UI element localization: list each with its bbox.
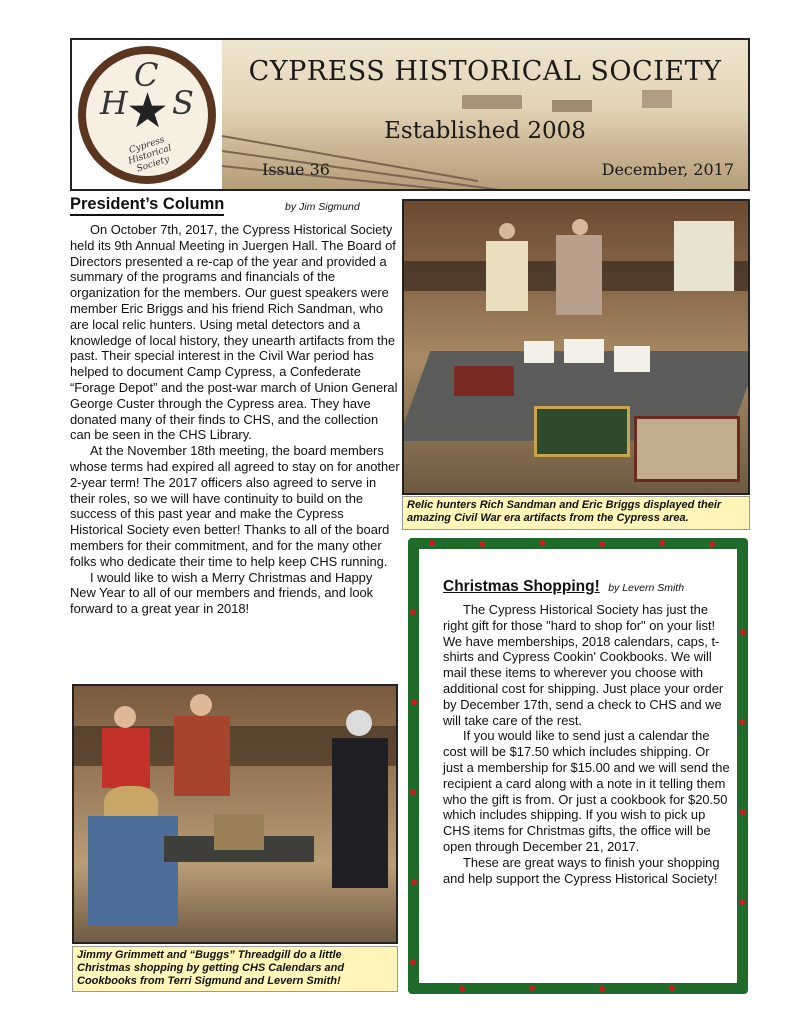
christmas-shopping-photo [72,684,398,944]
established-text: Established 2008 [384,118,586,144]
masthead [70,38,750,191]
star-icon: ★ [126,85,170,138]
society-logo [78,46,216,184]
paragraph: The Cypress Historical Society has just the right gift for those "hard to shop for" on your list! We have memberships, 2018 calendars, caps, t-shirts and Cypress Cookin' Cookbooks. We will mail these items to wherever you choose with additional cost for shipping. Just place your order by December 17th, send a check to CHS and we will take care of the rest. [443,602,724,728]
paragraph: At the November 18th meeting, the board members whose terms had expired all agreed to stay on for another 2-year term! The 2017 officers also agreed to serve in their roles, so we will have continuity to build on the success of this past year and make the Cypress Historical Society even better! Thanks to all of the board members for their commitment, and for the many other folks who dedicate their time to help keep CHS running. [70,443,400,569]
paragraph: If you would like to send just a calendar the cost will be $17.50 which includes shipping. Or just a membership for $15.00 and we will send the recipient a card along with a note in it telling them who the gift is from. Or just a cookbook for $20.50 which includes shipping. If you wish to pick up CHS items for Christmas gifts, the office will be open through December 21, 2017. [443,728,730,854]
christmas-shopping-title: Christmas Shopping! [443,578,600,595]
logo-letter-s: S [172,84,194,122]
paragraph: I would like to wish a Merry Christmas and Happy New Year to all of our members and friends, and look forward to a great year in 2018! [70,569,374,617]
issue-number: Issue 36 [262,160,330,179]
president-column-title: President’s Column [70,195,224,216]
relic-hunters-photo [402,199,750,495]
issue-date: December, 2017 [601,160,734,179]
christmas-shopping-byline: by Levern Smith [608,582,685,594]
relic-photo-caption: Relic hunters Rich Sandman and Eric Briggs displayed their amazing Civil War era artifacts from the Cypress area. [402,496,750,530]
president-column-byline: by Jim Sigmund [285,201,360,213]
shopping-photo-caption: Jimmy Grimmett and “Buggs” Threadgill do a little Christmas shopping by getting CHS Calendars and Cookbooks from Terri Sigmund and Levern Smith! [72,946,398,992]
christmas-shopping-header [443,578,743,596]
society-name: CYPRESS HISTORICAL SOCIETY [248,56,722,87]
president-column-header [70,195,400,216]
paragraph: These are great ways to finish your shopping and help support the Cypress Historical Society! [443,854,720,886]
logo-letter-c: C [134,56,159,94]
logo-letter-h: H [100,84,128,122]
logo-text: Cypress Historical Society [127,135,173,175]
christmas-shopping-body [443,602,733,886]
paragraph: On October 7th, 2017, the Cypress Historical Society held its 9th Annual Meeting in Juergen Hall. The Board of Directors presented a re-cap of the year and provided a summary of the programs and financials of the organization for the members. Our guest speakers were member Eric Briggs and his friend Rich Sandman, who are local relic hunters. Using metal detectors and a knowledge of local history, they unearth artifacts from the past. Their special interest in the Civil War period has helped to document Camp Cypress, a Confederate “Forage Depot” and the post-war march of Union General George Custer through the Cypress area. They have donated many of their finds to CHS, and the collection can be seen in the CHS Library. [70,222,398,443]
president-column-body [70,222,400,617]
